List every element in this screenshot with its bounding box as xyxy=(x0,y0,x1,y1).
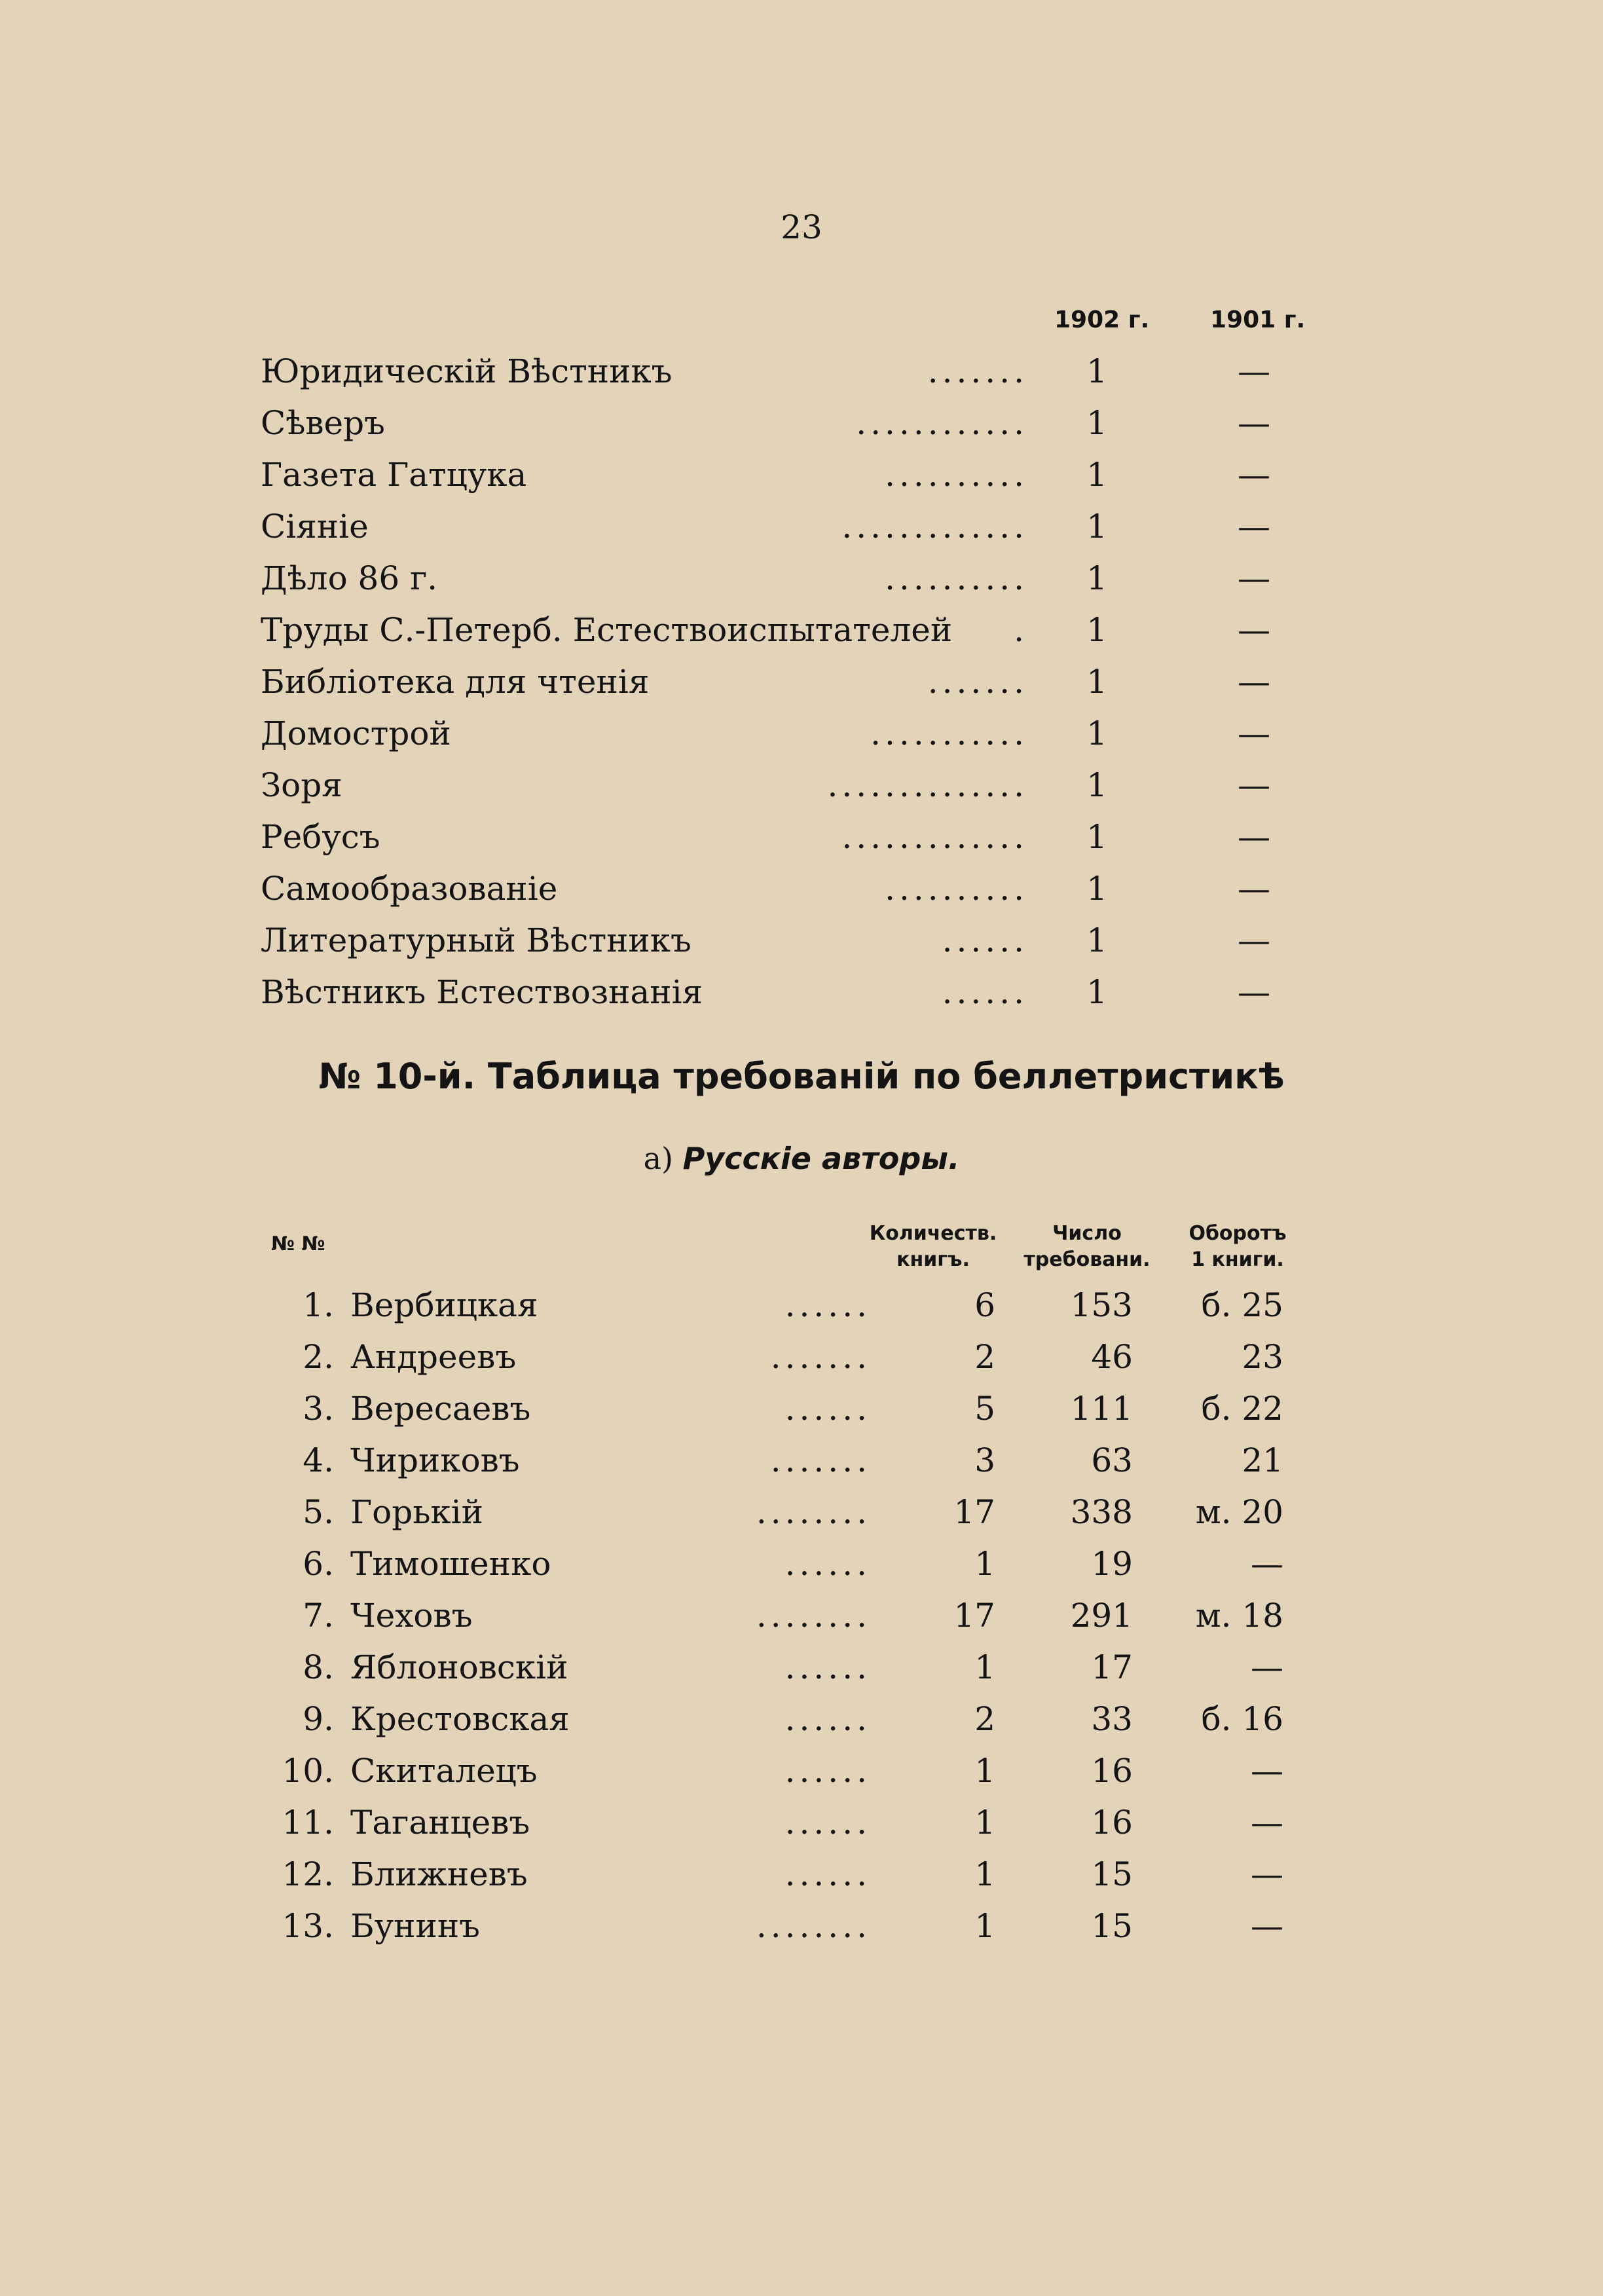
request-count: 15 xyxy=(1091,1907,1133,1945)
request-count: 17 xyxy=(1091,1648,1133,1686)
value-1902: 1 xyxy=(1086,559,1107,597)
value-1901: — xyxy=(1238,352,1270,390)
book-count: 6 xyxy=(974,1286,995,1324)
journal-row xyxy=(0,818,1603,869)
journal-row xyxy=(0,508,1603,559)
journal-row xyxy=(0,973,1603,1024)
value-1902: 1 xyxy=(1086,663,1107,701)
book-count: 3 xyxy=(974,1441,995,1479)
value-1902: 1 xyxy=(1086,404,1107,442)
request-count: 291 xyxy=(1070,1597,1133,1635)
journal-name: Домострой xyxy=(261,714,451,752)
leader-dots: ...... xyxy=(784,1545,871,1583)
leader-dots: ....... xyxy=(927,352,1028,390)
author-name: Таганцевъ xyxy=(350,1804,530,1842)
leader-dots: .......... xyxy=(885,456,1028,494)
value-1902: 1 xyxy=(1086,870,1107,908)
value-1902: 1 xyxy=(1086,921,1107,959)
author-row xyxy=(0,1700,1603,1751)
row-number: 9. xyxy=(303,1700,334,1738)
subtitle-text: Русскіе авторы. xyxy=(682,1141,960,1176)
author-row xyxy=(0,1338,1603,1389)
leader-dots: ...... xyxy=(942,921,1028,959)
value-1901: — xyxy=(1238,611,1270,649)
request-count: 19 xyxy=(1091,1545,1133,1583)
journal-row xyxy=(0,352,1603,403)
author-row xyxy=(0,1752,1603,1803)
journal-name: Газета Гатцука xyxy=(261,456,527,494)
leader-dots: ............. xyxy=(841,508,1028,546)
value-1901: — xyxy=(1238,766,1270,804)
request-count: 16 xyxy=(1091,1804,1133,1842)
leader-dots: ...... xyxy=(942,973,1028,1011)
journal-name: Труды С.-Петерб. Естествоиспытателей xyxy=(261,611,953,649)
row-number: 12. xyxy=(282,1855,334,1893)
request-count: 16 xyxy=(1091,1752,1133,1790)
book-count: 5 xyxy=(974,1390,995,1428)
author-row xyxy=(0,1493,1603,1544)
book-count: 1 xyxy=(974,1648,995,1686)
value-1902: 1 xyxy=(1086,766,1107,804)
turnover-value: — xyxy=(1251,1907,1283,1945)
turnover-value: — xyxy=(1251,1648,1283,1686)
author-name: Чириковъ xyxy=(350,1441,520,1479)
row-number: 3. xyxy=(303,1390,334,1428)
author-row xyxy=(0,1286,1603,1337)
request-count: 15 xyxy=(1091,1855,1133,1893)
turnover-value: — xyxy=(1251,1545,1283,1583)
value-1902: 1 xyxy=(1086,714,1107,752)
journal-name: Вѣстникъ Естествознанія xyxy=(261,973,703,1011)
turnover-value: 23 xyxy=(1242,1338,1283,1376)
author-name: Андреевъ xyxy=(350,1338,517,1376)
leader-dots: ............ xyxy=(856,404,1028,442)
leader-dots: .......... xyxy=(885,870,1028,908)
turnover-value: м. 18 xyxy=(1195,1597,1283,1635)
value-1901: — xyxy=(1238,559,1270,597)
book-count: 1 xyxy=(974,1804,995,1842)
author-row xyxy=(0,1907,1603,1958)
turnover-value: — xyxy=(1251,1804,1283,1842)
row-number: 5. xyxy=(303,1493,334,1531)
author-row xyxy=(0,1648,1603,1699)
leader-dots: ....... xyxy=(927,663,1028,701)
value-1901: — xyxy=(1238,404,1270,442)
journal-row xyxy=(0,921,1603,972)
book-count: 2 xyxy=(974,1338,995,1376)
journal-name: Библіотека для чтенія xyxy=(261,663,650,701)
value-1902: 1 xyxy=(1086,973,1107,1011)
author-row xyxy=(0,1545,1603,1596)
leader-dots: ....... xyxy=(770,1338,871,1376)
journal-name: Юридическій Вѣстникъ xyxy=(261,352,673,390)
page-number: 23 xyxy=(781,208,822,246)
request-count: 153 xyxy=(1070,1286,1133,1324)
request-count: 338 xyxy=(1070,1493,1133,1531)
author-name: Чеховъ xyxy=(350,1597,473,1635)
value-1901: — xyxy=(1238,456,1270,494)
journal-name: Самообразованіе xyxy=(261,870,558,908)
value-1901: — xyxy=(1238,973,1270,1011)
book-count: 1 xyxy=(974,1752,995,1790)
row-number: 1. xyxy=(303,1286,334,1324)
leader-dots: . xyxy=(1014,611,1028,649)
value-1901: — xyxy=(1238,508,1270,546)
column-header-count xyxy=(864,1221,1002,1273)
turnover-value: м. 20 xyxy=(1195,1493,1283,1531)
request-count: 33 xyxy=(1091,1700,1133,1738)
turnover-value: б. 25 xyxy=(1201,1286,1283,1324)
author-name: Бунинъ xyxy=(350,1907,480,1945)
subtitle-prefix: а) xyxy=(643,1141,673,1176)
journal-row xyxy=(0,456,1603,507)
column-header-1901: 1901 г. xyxy=(1210,306,1306,333)
value-1901: — xyxy=(1238,714,1270,752)
column-header-1902: 1902 г. xyxy=(1054,306,1150,333)
book-count: 1 xyxy=(974,1855,995,1893)
leader-dots: ...... xyxy=(784,1700,871,1738)
leader-dots: ...... xyxy=(784,1390,871,1428)
journal-name: Дѣло 86 г. xyxy=(261,559,438,597)
author-name: Яблоновскій xyxy=(350,1648,568,1686)
leader-dots: ...... xyxy=(784,1648,871,1686)
column-header-turnover-line1: Оборотъ xyxy=(1188,1222,1287,1245)
journal-row xyxy=(0,663,1603,714)
journal-name: Литературный Вѣстникъ xyxy=(261,921,691,959)
value-1902: 1 xyxy=(1086,456,1107,494)
row-number: 4. xyxy=(303,1441,334,1479)
column-header-number: № № xyxy=(271,1232,325,1255)
row-number: 2. xyxy=(303,1338,334,1376)
turnover-value: б. 22 xyxy=(1201,1390,1283,1428)
book-count: 17 xyxy=(953,1597,995,1635)
leader-dots: ........... xyxy=(870,714,1028,752)
value-1902: 1 xyxy=(1086,611,1107,649)
turnover-value: — xyxy=(1251,1752,1283,1790)
journal-name: Зоря xyxy=(261,766,342,804)
leader-dots: .......... xyxy=(885,559,1028,597)
journal-name: Сіяніе xyxy=(261,508,369,546)
book-count: 17 xyxy=(953,1493,995,1531)
author-name: Ближневъ xyxy=(350,1855,528,1893)
turnover-value: — xyxy=(1251,1855,1283,1893)
author-row xyxy=(0,1390,1603,1441)
journal-row xyxy=(0,559,1603,610)
value-1901: — xyxy=(1238,818,1270,856)
value-1901: — xyxy=(1238,663,1270,701)
author-row xyxy=(0,1597,1603,1648)
journal-name: Ребусъ xyxy=(261,818,380,856)
leader-dots: ...... xyxy=(784,1752,871,1790)
row-number: 10. xyxy=(282,1752,334,1790)
turnover-value: 21 xyxy=(1242,1441,1283,1479)
author-row xyxy=(0,1804,1603,1855)
leader-dots: ...... xyxy=(784,1855,871,1893)
table-subtitle xyxy=(0,1141,1603,1176)
value-1901: — xyxy=(1238,921,1270,959)
column-header-requests-line2: требовани. xyxy=(1023,1248,1151,1271)
author-name: Вербицкая xyxy=(350,1286,538,1324)
author-row xyxy=(0,1441,1603,1492)
author-name: Крестовская xyxy=(350,1700,570,1738)
request-count: 46 xyxy=(1091,1338,1133,1376)
column-header-turnover xyxy=(1179,1221,1297,1273)
request-count: 111 xyxy=(1070,1390,1133,1428)
author-row xyxy=(0,1855,1603,1906)
leader-dots: ....... xyxy=(770,1441,871,1479)
value-1902: 1 xyxy=(1086,352,1107,390)
journal-row xyxy=(0,404,1603,455)
value-1902: 1 xyxy=(1086,818,1107,856)
column-header-requests-line1: Число xyxy=(1052,1222,1122,1245)
book-count: 1 xyxy=(974,1907,995,1945)
author-name: Скиталецъ xyxy=(350,1752,538,1790)
author-name: Вересаевъ xyxy=(350,1390,531,1428)
request-count: 63 xyxy=(1091,1441,1133,1479)
journal-row xyxy=(0,766,1603,817)
book-count: 1 xyxy=(974,1545,995,1583)
row-number: 7. xyxy=(303,1597,334,1635)
row-number: 8. xyxy=(303,1648,334,1686)
column-header-count-line1: Количеств. xyxy=(869,1222,997,1245)
value-1902: 1 xyxy=(1086,508,1107,546)
row-number: 11. xyxy=(282,1804,334,1842)
table-title: № 10-й. Таблица требованій по беллетристикѣ xyxy=(318,1056,1285,1097)
leader-dots: ...... xyxy=(784,1804,871,1842)
leader-dots: ........ xyxy=(756,1597,871,1635)
author-name: Тимошенко xyxy=(350,1545,551,1583)
leader-dots: ...... xyxy=(784,1286,871,1324)
journal-row xyxy=(0,611,1603,662)
row-number: 6. xyxy=(303,1545,334,1583)
author-name: Горькій xyxy=(350,1493,484,1531)
turnover-value: б. 16 xyxy=(1201,1700,1283,1738)
leader-dots: ........ xyxy=(756,1493,871,1531)
value-1901: — xyxy=(1238,870,1270,908)
leader-dots: .............. xyxy=(827,766,1028,804)
column-header-turnover-line2: 1 книги. xyxy=(1191,1248,1284,1271)
column-header-count-line2: книгъ. xyxy=(896,1248,970,1271)
journal-row xyxy=(0,870,1603,921)
column-header-requests xyxy=(1022,1221,1152,1273)
book-count: 2 xyxy=(974,1700,995,1738)
row-number: 13. xyxy=(282,1907,334,1945)
leader-dots: ............. xyxy=(841,818,1028,856)
journal-name: Сѣверъ xyxy=(261,404,385,442)
journal-row xyxy=(0,714,1603,766)
leader-dots: ........ xyxy=(756,1907,871,1945)
